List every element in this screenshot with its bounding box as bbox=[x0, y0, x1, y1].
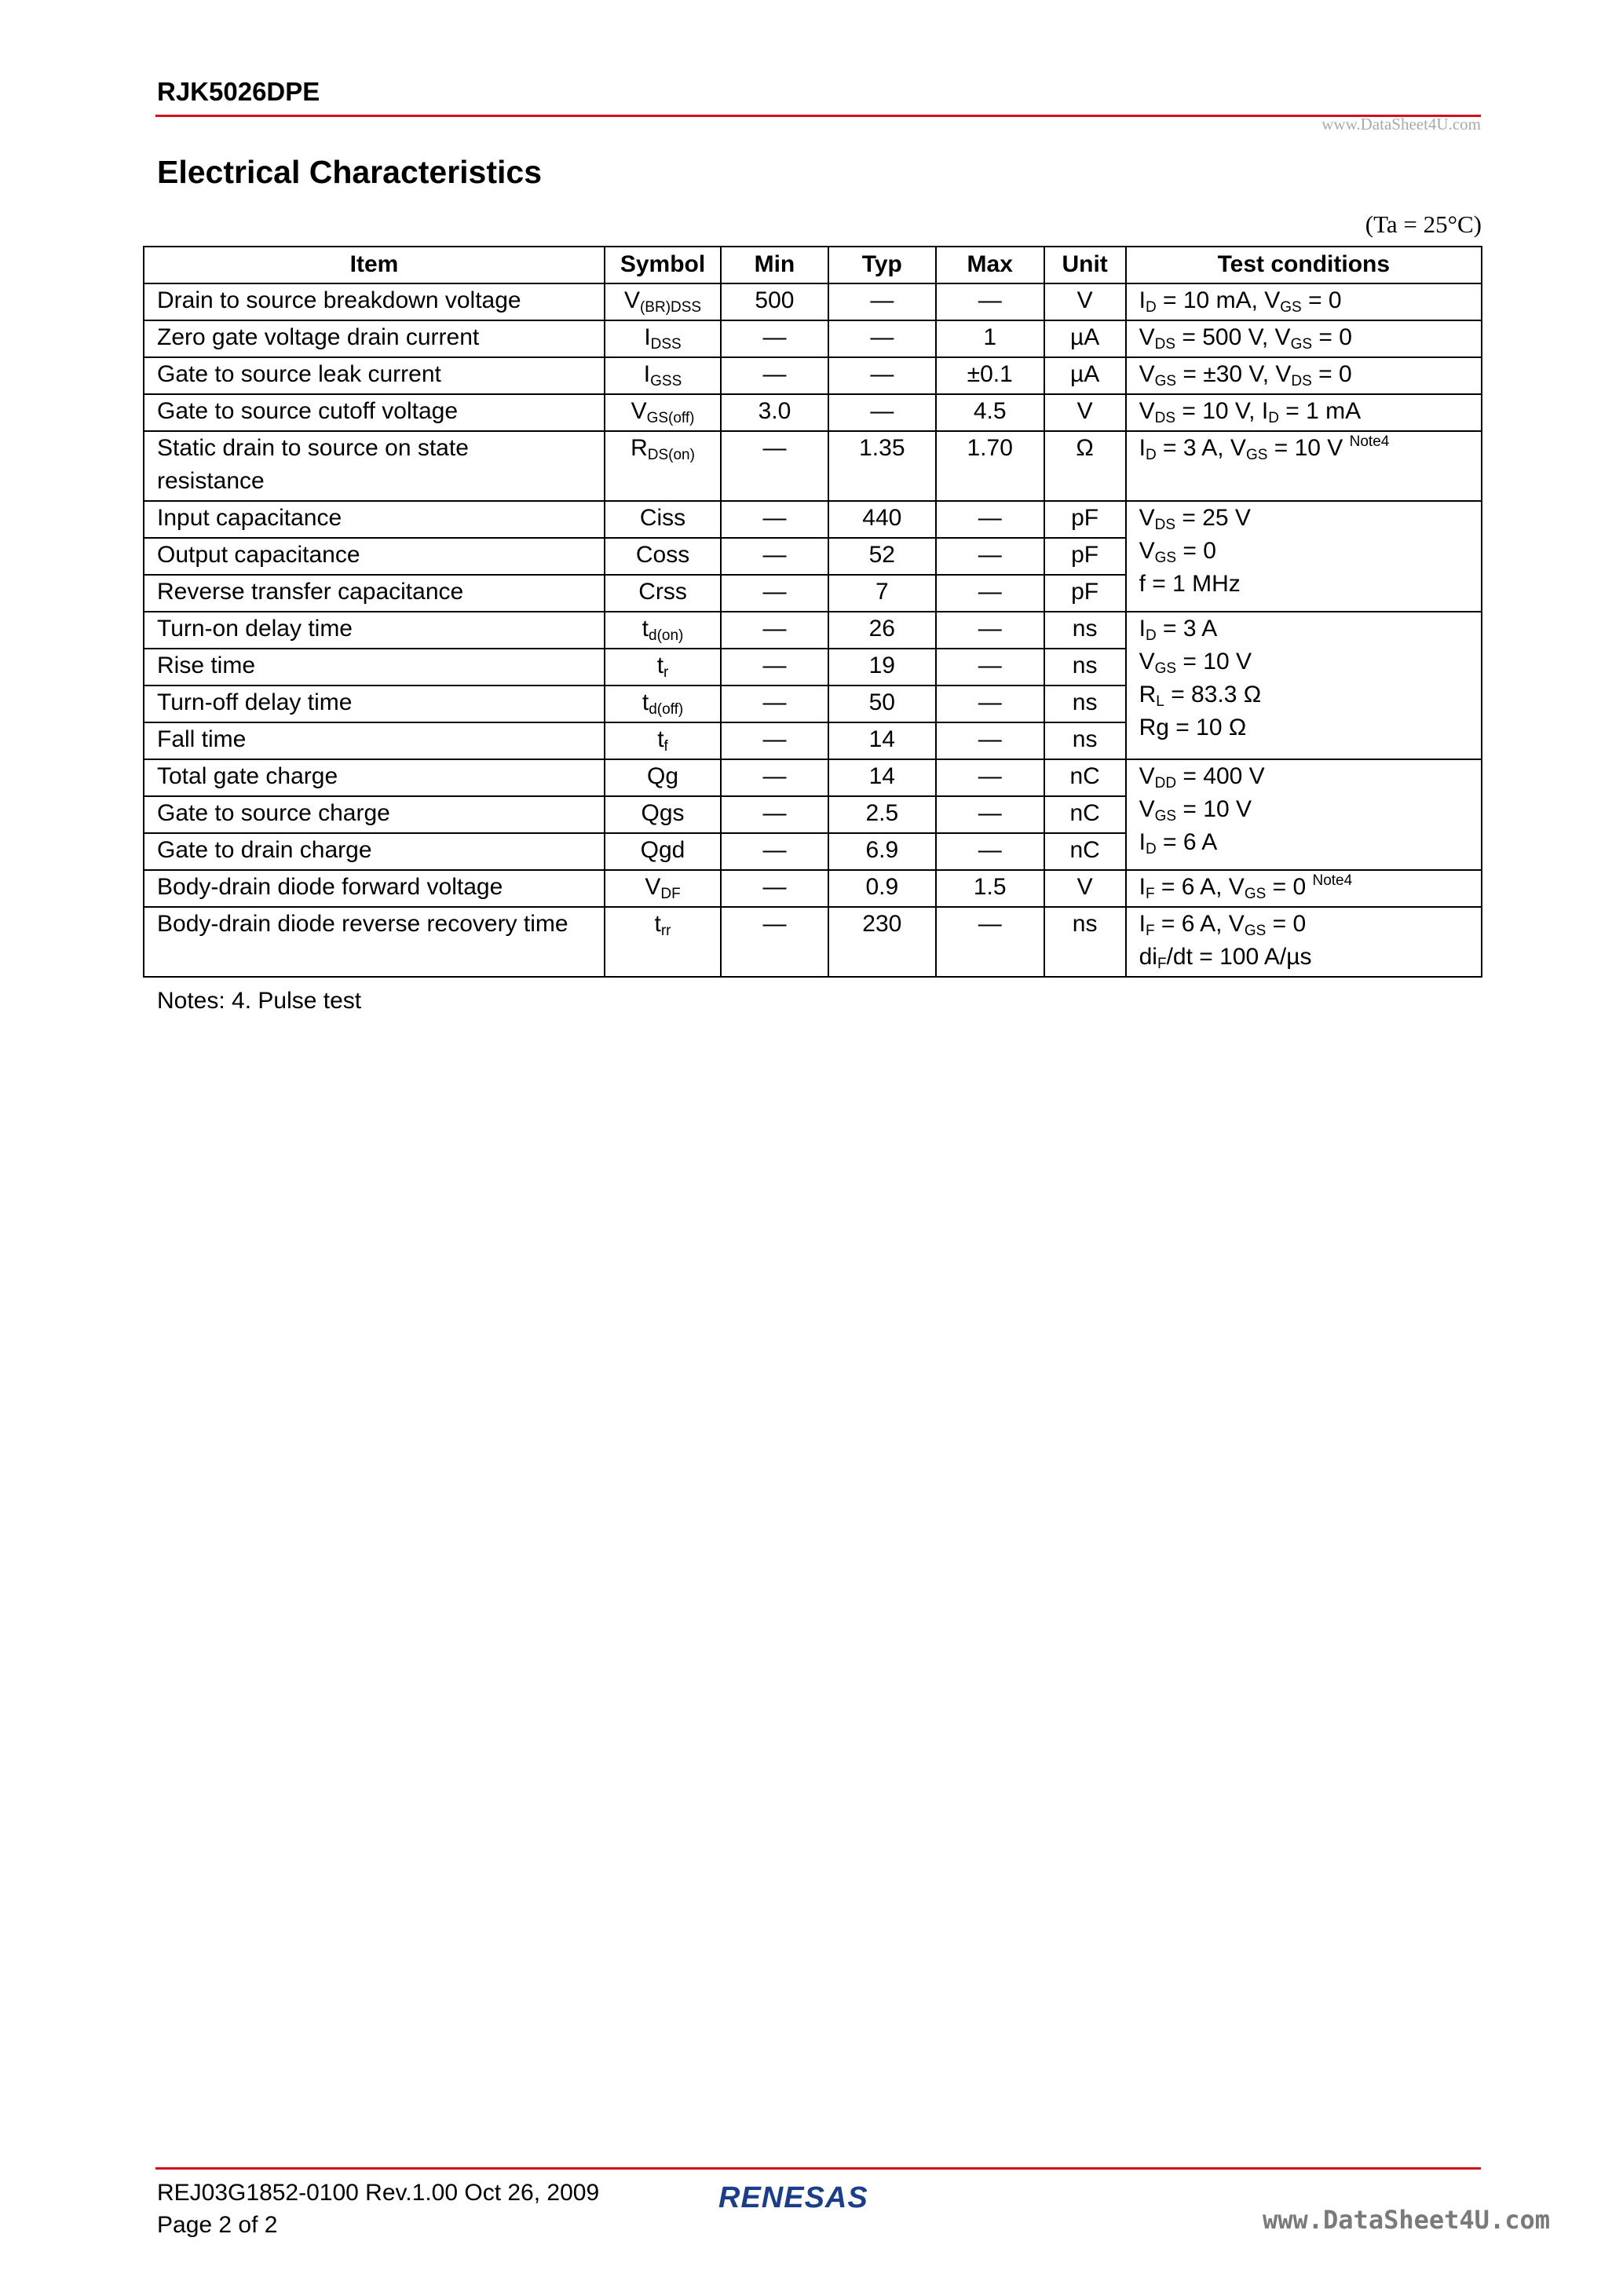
typ-cell: 1.35 bbox=[828, 431, 936, 501]
table-notes: Notes: 4. Pulse test bbox=[157, 988, 362, 1014]
item-cell: Gate to source charge bbox=[144, 796, 605, 833]
min-cell: — bbox=[721, 575, 828, 612]
header-unit: Unit bbox=[1044, 247, 1126, 283]
item-cell: Gate to source cutoff voltage bbox=[144, 394, 605, 431]
typ-cell: 6.9 bbox=[828, 833, 936, 870]
symbol-cell: $R_{DS(on)}$ bbox=[605, 431, 721, 501]
symbol-cell: Crss bbox=[605, 575, 721, 612]
symbol-cell: $t_f$ bbox=[605, 722, 721, 759]
page-number: Page 2 of 2 bbox=[157, 2212, 278, 2238]
website-watermark: www.DataSheet4U.com bbox=[1262, 2205, 1550, 2235]
max-cell: — bbox=[936, 501, 1044, 538]
max-cell: — bbox=[936, 833, 1044, 870]
unit-cell: V bbox=[1044, 870, 1126, 907]
typ-cell: 2.5 bbox=[828, 796, 936, 833]
item-cell: Turn-on delay time bbox=[144, 612, 605, 649]
unit-cell: ns bbox=[1044, 722, 1126, 759]
min-cell: — bbox=[721, 501, 828, 538]
symbol-cell: $V_{GS(off)}$ bbox=[605, 394, 721, 431]
unit-cell: pF bbox=[1044, 575, 1126, 612]
footer-doc-info bbox=[157, 2177, 599, 2241]
max-cell: — bbox=[936, 612, 1044, 649]
table-row bbox=[144, 501, 1482, 538]
table-row bbox=[144, 394, 1482, 431]
typ-cell: — bbox=[828, 283, 936, 320]
symbol-cell: Coss bbox=[605, 538, 721, 575]
max-cell: 1 bbox=[936, 320, 1044, 357]
max-cell: — bbox=[936, 796, 1044, 833]
unit-cell: ns bbox=[1044, 686, 1126, 722]
unit-cell: pF bbox=[1044, 501, 1126, 538]
item-cell: Fall time bbox=[144, 722, 605, 759]
item-cell: Static drain to source on state resistance bbox=[144, 431, 605, 501]
test-condition-cell: $I_D = 3$ A, $V_{GS} = 10$ V $^{Note4}$ bbox=[1126, 431, 1482, 501]
min-cell: — bbox=[721, 649, 828, 686]
test-condition-cell: $V_{DS} = 25$ V $V_{GS} = 0$ f = 1 MHz bbox=[1126, 501, 1482, 612]
min-cell: 500 bbox=[721, 283, 828, 320]
max-cell: — bbox=[936, 538, 1044, 575]
symbol-cell: $V_{DF}$ bbox=[605, 870, 721, 907]
symbol-cell: $t_{d(off)}$ bbox=[605, 686, 721, 722]
min-cell: — bbox=[721, 612, 828, 649]
test-condition-cell: $I_D = 10$ mA, $V_{GS} = 0$ bbox=[1126, 283, 1482, 320]
item-cell: Reverse transfer capacitance bbox=[144, 575, 605, 612]
typ-cell: 7 bbox=[828, 575, 936, 612]
unit-cell: nC bbox=[1044, 759, 1126, 796]
item-cell: Turn-off delay time bbox=[144, 686, 605, 722]
typ-cell: 19 bbox=[828, 649, 936, 686]
symbol-cell: $t_{d(on)}$ bbox=[605, 612, 721, 649]
header-item: Item bbox=[144, 247, 605, 283]
typ-cell: — bbox=[828, 320, 936, 357]
unit-cell: V bbox=[1044, 283, 1126, 320]
footer-rule bbox=[155, 2167, 1481, 2170]
min-cell: — bbox=[721, 796, 828, 833]
symbol-cell: $t_r$ bbox=[605, 649, 721, 686]
table-row bbox=[144, 357, 1482, 394]
electrical-characteristics-table bbox=[143, 246, 1482, 978]
unit-cell: µA bbox=[1044, 357, 1126, 394]
test-condition-cell: $V_{DD} = 400$ V $V_{GS} = 10$ V $I_D = 6$ A bbox=[1126, 759, 1482, 870]
symbol-cell: $V_{(BR)DSS}$ bbox=[605, 283, 721, 320]
item-cell: Rise time bbox=[144, 649, 605, 686]
min-cell: — bbox=[721, 686, 828, 722]
min-cell: 3.0 bbox=[721, 394, 828, 431]
max-cell: 1.5 bbox=[936, 870, 1044, 907]
symbol-cell: Qg bbox=[605, 759, 721, 796]
header-symbol: Symbol bbox=[605, 247, 721, 283]
item-cell: Output capacitance bbox=[144, 538, 605, 575]
max-cell: — bbox=[936, 283, 1044, 320]
header-min: Min bbox=[721, 247, 828, 283]
symbol-cell: Qgd bbox=[605, 833, 721, 870]
test-condition-cell: $V_{DS} = 500$ V, $V_{GS} = 0$ bbox=[1126, 320, 1482, 357]
min-cell: — bbox=[721, 320, 828, 357]
table-row bbox=[144, 431, 1482, 501]
typ-cell: 440 bbox=[828, 501, 936, 538]
typ-cell: 230 bbox=[828, 907, 936, 977]
unit-cell: ns bbox=[1044, 907, 1126, 977]
table-row bbox=[144, 870, 1482, 907]
max-cell: — bbox=[936, 759, 1044, 796]
typ-cell: 50 bbox=[828, 686, 936, 722]
item-cell: Total gate charge bbox=[144, 759, 605, 796]
document-revision: REJ03G1852-0100 Rev.1.00 Oct 26, 2009 bbox=[157, 2180, 600, 2206]
unit-cell: V bbox=[1044, 394, 1126, 431]
header-test-conditions: Test conditions bbox=[1126, 247, 1482, 283]
table-row bbox=[144, 907, 1482, 977]
item-cell: Gate to source leak current bbox=[144, 357, 605, 394]
symbol-cell: $I_{DSS}$ bbox=[605, 320, 721, 357]
max-cell: — bbox=[936, 722, 1044, 759]
typ-cell: 0.9 bbox=[828, 870, 936, 907]
max-cell: — bbox=[936, 575, 1044, 612]
item-cell: Input capacitance bbox=[144, 501, 605, 538]
table-row bbox=[144, 320, 1482, 357]
test-condition-cell: $V_{DS} = 10$ V, $I_D = 1$ mA bbox=[1126, 394, 1482, 431]
symbol-cell: $t_{rr}$ bbox=[605, 907, 721, 977]
max-cell: 1.70 bbox=[936, 431, 1044, 501]
header-rule bbox=[155, 115, 1481, 117]
typ-cell: — bbox=[828, 394, 936, 431]
min-cell: — bbox=[721, 431, 828, 501]
typ-cell: 52 bbox=[828, 538, 936, 575]
max-cell: ±0.1 bbox=[936, 357, 1044, 394]
min-cell: — bbox=[721, 759, 828, 796]
item-cell: Gate to drain charge bbox=[144, 833, 605, 870]
test-condition-cell: $I_F = 6$ A, $V_{GS} = 0$ $di_F/dt = 100$ A/µs bbox=[1126, 907, 1482, 977]
item-cell: Body-drain diode forward voltage bbox=[144, 870, 605, 907]
min-cell: — bbox=[721, 870, 828, 907]
min-cell: — bbox=[721, 357, 828, 394]
item-cell: Zero gate voltage drain current bbox=[144, 320, 605, 357]
test-condition-cell: $I_D = 3$ A $V_{GS} = 10$ V $R_L = 83.3$ Ω Rg = 10 Ω bbox=[1126, 612, 1482, 759]
renesas-logo: RENESAS bbox=[718, 2181, 868, 2214]
typ-cell: — bbox=[828, 357, 936, 394]
min-cell: — bbox=[721, 833, 828, 870]
unit-cell: nC bbox=[1044, 796, 1126, 833]
max-cell: — bbox=[936, 686, 1044, 722]
test-condition-cell: $V_{GS} = \pm 30$ V, $V_{DS} = 0$ bbox=[1126, 357, 1482, 394]
header-typ: Typ bbox=[828, 247, 936, 283]
unit-cell: pF bbox=[1044, 538, 1126, 575]
max-cell: — bbox=[936, 907, 1044, 977]
table-row bbox=[144, 283, 1482, 320]
min-cell: — bbox=[721, 907, 828, 977]
symbol-cell: Qgs bbox=[605, 796, 721, 833]
min-cell: — bbox=[721, 538, 828, 575]
ambient-condition: (Ta = 25°C) bbox=[1365, 210, 1482, 238]
table-row bbox=[144, 759, 1482, 796]
symbol-cell: $I_{GSS}$ bbox=[605, 357, 721, 394]
typ-cell: 14 bbox=[828, 722, 936, 759]
test-condition-cell: $I_F = 6$ A, $V_{GS} = 0$ $^{Note4}$ bbox=[1126, 870, 1482, 907]
part-number: RJK5026DPE bbox=[157, 77, 320, 106]
max-cell: — bbox=[936, 649, 1044, 686]
section-title: Electrical Characteristics bbox=[157, 154, 542, 190]
min-cell: — bbox=[721, 722, 828, 759]
symbol-cell: Ciss bbox=[605, 501, 721, 538]
unit-cell: ns bbox=[1044, 612, 1126, 649]
unit-cell: ns bbox=[1044, 649, 1126, 686]
table-row bbox=[144, 612, 1482, 649]
item-cell: Body-drain diode reverse recovery time bbox=[144, 907, 605, 977]
header-max: Max bbox=[936, 247, 1044, 283]
typ-cell: 14 bbox=[828, 759, 936, 796]
typ-cell: 26 bbox=[828, 612, 936, 649]
max-cell: 4.5 bbox=[936, 394, 1044, 431]
unit-cell: nC bbox=[1044, 833, 1126, 870]
unit-cell: µA bbox=[1044, 320, 1126, 357]
table-header-row bbox=[144, 247, 1482, 283]
unit-cell: Ω bbox=[1044, 431, 1126, 501]
source-watermark: www.DataSheet4U.com bbox=[1321, 115, 1481, 133]
item-cell: Drain to source breakdown voltage bbox=[144, 283, 605, 320]
